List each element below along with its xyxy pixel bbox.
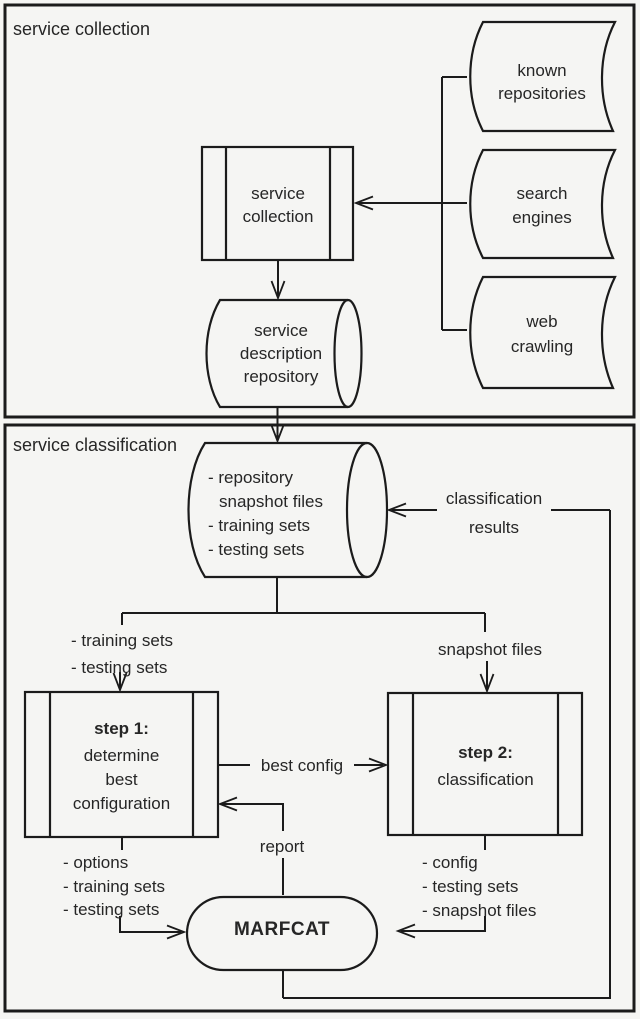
section-label-classification: service classification [13,435,178,455]
training-testing-edge-label [71,627,173,681]
label-line: - snapshot files [422,901,537,920]
web-crawling-label [468,309,616,359]
label-line: classification [437,770,534,789]
label-line: service [254,321,308,340]
label-line: web [526,312,558,331]
label-line: - training sets [208,516,311,535]
label-line: - config [422,853,478,872]
section-label-collection: service collection [13,19,151,39]
known-repositories-label [468,59,616,105]
search-engines-label [468,182,616,230]
label-line: results [468,518,520,537]
label-line: engines [512,208,572,227]
label-line: configuration [72,794,171,813]
classification-results-edge-label [424,484,564,542]
label-line: - options [63,853,129,872]
step2-inputs-label [422,851,536,923]
label-line: collection [242,207,314,226]
label-line: - training sets [63,876,166,896]
label-line: - testing sets [63,900,160,919]
label-line: - testing sets [71,658,168,677]
best-config-edge-label: best config [260,756,344,775]
service-collection-label [226,182,330,228]
snapshot-files-edge-label: snapshot files [438,640,542,659]
step1-label [53,744,190,816]
repository-store-label [208,466,323,562]
label-line: determine [83,746,160,765]
label-line: snapshot files [219,492,323,511]
label-line: - training sets [71,631,174,650]
step2-title: step 2: [458,743,513,762]
label-line: best [105,770,138,789]
label-line: classification [445,489,543,508]
label-line: repositories [498,84,586,103]
label-line: service [251,184,305,203]
label-line: known [517,61,567,80]
label-line: - testing sets [208,540,305,559]
label-line: - testing sets [422,877,519,896]
arrowheads [114,197,494,939]
report-edge-label: report [259,837,305,856]
step2-label [413,768,558,792]
label-line: crawling [510,337,574,356]
label-line: description [239,344,323,363]
step2-process-shape [388,693,582,835]
label-line: repository [243,367,319,386]
store-split-line [122,577,485,632]
service-description-repository-label [214,319,348,388]
label-line: search [516,184,568,203]
step1-inputs-label [63,851,165,922]
label-line: - repository [208,468,294,487]
step1-title: step 1: [94,719,149,738]
marfcat-label: MARFCAT [233,919,330,940]
